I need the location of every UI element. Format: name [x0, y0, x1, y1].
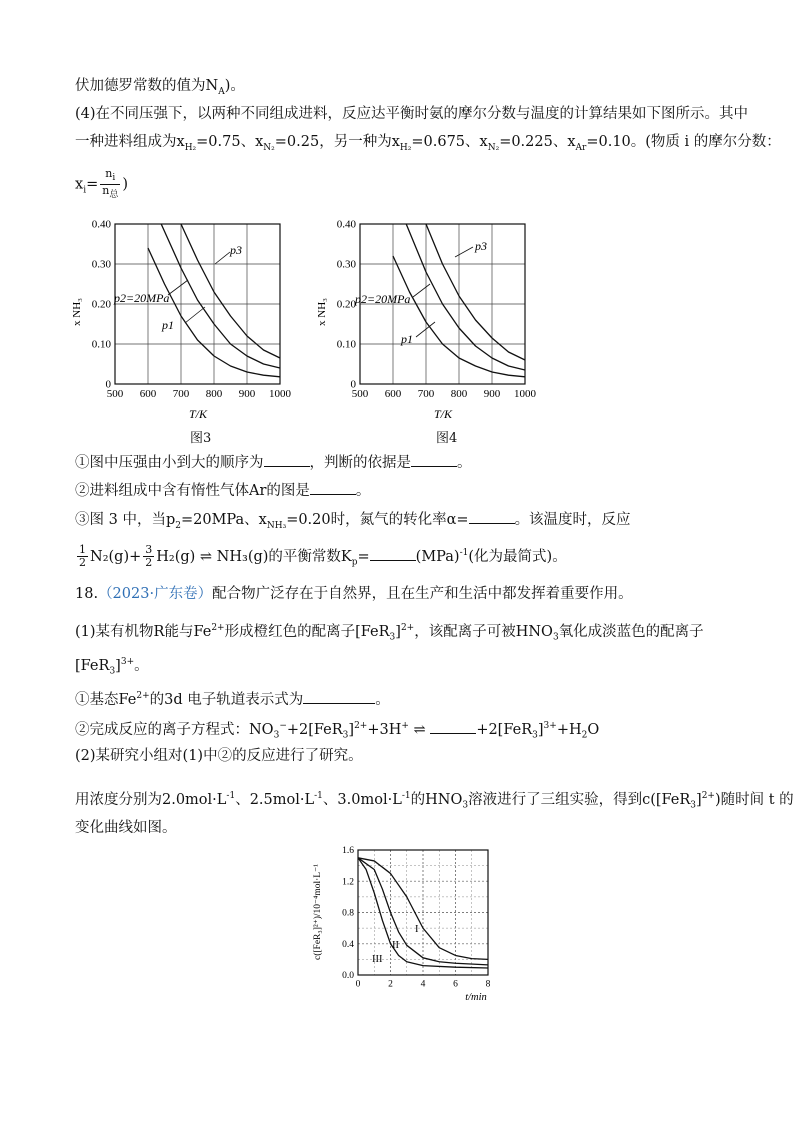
x-tick-label: 800 — [205, 388, 223, 400]
series-label: p3 — [475, 239, 487, 253]
answer-blank[interactable] — [303, 689, 375, 704]
x-axis-label: T/K — [188, 407, 208, 421]
series-label-leader — [185, 307, 205, 323]
series-label: III — [372, 954, 383, 965]
answer-blank[interactable] — [370, 546, 416, 561]
series-label-leader — [455, 247, 473, 257]
y-tick-label: 0.40 — [336, 218, 356, 231]
x-tick-label: 8 — [485, 979, 491, 990]
series-label: p3 — [230, 243, 242, 257]
y-tick-label: 0.20 — [91, 298, 111, 311]
x-tick-label: 500 — [106, 388, 124, 400]
y-tick-label: 0.4 — [342, 939, 354, 950]
answer-blank[interactable] — [469, 509, 515, 524]
y-tick-label: 0.8 — [342, 908, 354, 919]
question-source: （2023·广东卷） — [98, 586, 213, 602]
sub-question-2: ②进料组成中含有惰性气体Ar的图是 。 — [75, 480, 370, 501]
question-4-intro: (4)在不同压强下，以两种不同组成进料，反应达平衡时氨的摩尔分数与温度的计算结果如下图所示。其中 — [75, 106, 749, 122]
x-tick-label: 500 — [351, 388, 369, 400]
text-line-1: 伏加德罗常数的值为$N_A$)。 — [75, 78, 245, 97]
x-tick-label: 1000 — [514, 388, 536, 400]
x-tick-label: 600 — [384, 388, 402, 400]
answer-blank[interactable] — [310, 480, 356, 495]
series-label-leader — [413, 284, 430, 297]
y-axis-label: x NH₃ — [316, 298, 328, 326]
chart-figure-4 — [305, 212, 545, 422]
q18-sub1: ①基态$Fe^{2+}$的3d 电子轨道表示式为 。 — [75, 686, 390, 710]
x-tick-label: 700 — [172, 388, 190, 400]
question-18-header: 18.（2023·广东卷）配合物广泛存在于自然界，且在生产和生活中都发挥着重要作用。 — [75, 586, 633, 602]
x-tick-label: 800 — [450, 388, 468, 400]
q18-part1-cont: $[FeR_3]^{3+}$。 — [75, 657, 149, 677]
y-tick-label: 0 — [350, 378, 356, 391]
x-tick-label: 0 — [355, 979, 361, 990]
sub-question-1: ①图中压强由小到大的顺序为 ，判断的依据是 。 — [75, 452, 472, 473]
chart-figure-3 — [60, 212, 300, 422]
series-label: II — [392, 940, 399, 951]
x-tick-label: 700 — [417, 388, 435, 400]
answer-blank[interactable] — [411, 452, 457, 467]
y-tick-label: 0.30 — [336, 258, 356, 271]
series-line-p2=20MPa — [406, 224, 525, 370]
q18-sub2-equation: ②完成反应的离子方程式：$NO_3^-+2[FeR_3]^{2+}+3H^+$ ⇌ $+2[FeR_3]^{3+}+H_2O$ — [75, 716, 599, 746]
y-tick-label: 1.6 — [342, 846, 354, 857]
y-tick-label: 0.40 — [91, 218, 111, 231]
x-axis-label: t/min — [465, 992, 487, 1003]
answer-blank[interactable] — [264, 452, 310, 467]
series-label-leader — [215, 252, 230, 264]
y-axis-label: c([FeR₃]²⁺)/10⁻⁴mol·L⁻¹ — [313, 864, 323, 960]
y-tick-label: 0.10 — [91, 338, 111, 351]
y-tick-label: 0.10 — [336, 338, 356, 351]
figure-3-caption: 图3 — [190, 431, 212, 446]
y-tick-label: 0.20 — [336, 298, 356, 311]
feed-composition-line: 一种进料组成为$x_{H_2}=0.75$、$x_{N_2}=0.25$，另一种为$x_{H_2}=0.675$、$x_{N_2}=0.225$、$x_{Ar}=0.10$。(物质 i 的摩尔分数： — [75, 134, 781, 153]
q18-part2-desc-cont: 变化曲线如图。 — [75, 820, 177, 836]
q18-part2-desc: 用浓度分别为$2.0mol\cdot L^{-1}$、$2.5mol\cdot L^{-1}$、$3.0mol\cdot L^{-1}$的$HNO_3$溶液进行了三组实验，得到$c([FeR_3]^{2+})$随时间 t 的 — [75, 791, 794, 811]
x-tick-label: 900 — [238, 388, 256, 400]
series-label: I — [415, 924, 419, 935]
x-tick-label: 2 — [388, 979, 393, 990]
series-label: p2=20MPa — [355, 292, 411, 306]
chart-concentration-time — [298, 840, 508, 1005]
y-axis-label: x NH₃ — [71, 298, 83, 326]
series-line-p2=20MPa — [161, 224, 280, 368]
x-tick-label: 900 — [483, 388, 501, 400]
q18-part2: (2)某研究小组对(1)中②的反应进行了研究。 — [75, 748, 363, 764]
x-tick-label: 1000 — [269, 388, 291, 400]
figure-4-caption: 图4 — [436, 431, 458, 446]
x-axis-label: T/K — [433, 407, 453, 421]
series-label: p1 — [401, 332, 413, 346]
equilibrium-equation: $\frac{1}{2}$ N₂(g)+ $\frac{3}{2}$ H₂(g) ⇌ NH₃(g)的平衡常数$K_p= (MPa)^{-1}$(化为最简式)。 — [79, 543, 567, 570]
y-tick-label: 0.30 — [91, 258, 111, 271]
mole-fraction-formula: $x_i=$ $\frac{n_i}{n_总}$ ) — [75, 167, 129, 201]
y-tick-label: 1.2 — [342, 877, 354, 888]
y-tick-label: 0 — [105, 378, 111, 391]
x-tick-label: 4 — [420, 979, 426, 990]
x-tick-label: 6 — [453, 979, 458, 990]
series-label: p2=20MPa — [114, 291, 170, 305]
answer-blank[interactable] — [430, 719, 476, 734]
q18-part1: (1)某有机物R能与$Fe^{2+}$形成橙红色的配离子$[FeR_3]^{2+}$，该配离子可被$HNO_3$氧化成淡蓝色的配离子 — [75, 623, 704, 643]
series-label: p1 — [162, 318, 174, 332]
series-line-I — [358, 858, 488, 960]
y-tick-label: 0.0 — [342, 971, 354, 982]
x-tick-label: 600 — [139, 388, 157, 400]
sub-question-3: ③图 3 中，当$p_2=20MPa$、$x_{NH_3}=0.20$时，氮气的转化率α= 。该温度时，反应 — [75, 509, 631, 536]
series-label-leader — [168, 280, 188, 295]
